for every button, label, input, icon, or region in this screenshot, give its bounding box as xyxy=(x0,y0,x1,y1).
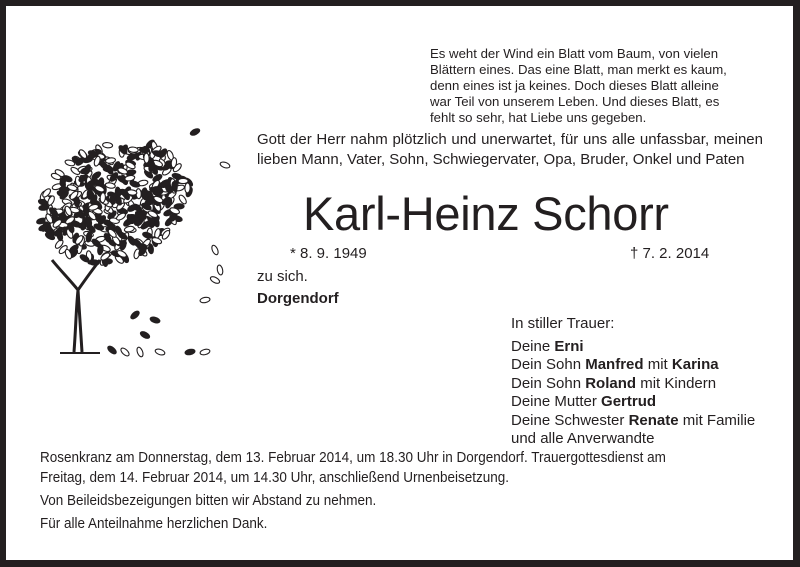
mourner-line xyxy=(511,356,755,375)
mourner-line xyxy=(511,338,755,357)
poem-line: fehlt so sehr, hat Liebe uns gegeben. xyxy=(430,110,647,125)
tree-trunk xyxy=(52,260,100,353)
mourners-list xyxy=(511,315,755,449)
mourner-name: Manfred xyxy=(585,356,644,373)
mourner-line xyxy=(511,375,755,394)
deceased-name: Karl-Heinz Schorr xyxy=(303,187,669,240)
mourner-name: Roland xyxy=(585,374,637,392)
mourner-relation: Deine xyxy=(511,337,555,355)
mourners-heading: In stiller Trauer: xyxy=(511,315,615,332)
place-name: Dorgendorf xyxy=(257,290,339,307)
poem xyxy=(430,46,770,126)
mourner-relation: Deine Mutter xyxy=(511,393,602,410)
poem-line: Blättern eines. Das eine Blatt, man merkt es kaum, xyxy=(430,62,727,77)
mourner-line xyxy=(511,412,755,431)
mourner-name: Erni xyxy=(554,337,584,355)
poem-line: denn eines ist ja keines. Doch dieses Blatt alleine xyxy=(430,78,719,93)
poem-line: Es weht der Wind ein Blatt vom Baum, von vielen xyxy=(430,46,719,61)
service-line: Rosenkranz am Donnerstag, dem 13. Februar 2014, um 18.30 Uhr in Dorgendorf. Trauergottesdienst am xyxy=(40,449,666,466)
mourner-relation: und alle Anverwandte xyxy=(511,430,655,447)
tree-leaves xyxy=(36,127,231,357)
condolence-note: Von Beileidsbezeigungen bitten wir Abstand zu nehmen. xyxy=(40,492,377,509)
mourner-name: Karina xyxy=(671,356,719,373)
service-info xyxy=(40,448,780,534)
mourner-name: Gertrud xyxy=(601,393,657,410)
death-date: † 7. 2. 2014 xyxy=(630,245,710,262)
mourner-line xyxy=(511,393,755,412)
mourner-relation: Dein Sohn xyxy=(511,356,586,373)
mourner-relation: mit xyxy=(643,356,672,373)
intro-text: Gott der Herr nahm plötzlich und unerwartet, für uns alle unfassbar, meinen lieben Mann, Vater, Sohn, Schwiegervater, Opa, Bruder, Onkel und Paten xyxy=(257,131,763,168)
poem-line: war Teil von unserem Leben. Und dieses Blatt, es xyxy=(430,94,720,109)
mourner-relation: mit Familie xyxy=(678,411,756,429)
closing-text: zu sich. xyxy=(257,268,308,285)
thanks-note: Für alle Anteilnahme herzlichen Dank. xyxy=(40,515,268,532)
birth-date: * 8. 9. 1949 xyxy=(290,245,367,262)
mourner-name: Renate xyxy=(628,411,679,429)
mourner-relation: mit Kindern xyxy=(636,374,717,392)
service-line: Freitag, dem 14. Februar 2014, um 14.30 Uhr, anschließend Urnenbeisetzung. xyxy=(40,469,510,486)
mourner-line xyxy=(511,430,755,449)
windblown-tree-illustration xyxy=(30,120,250,370)
mourner-relation: Dein Sohn xyxy=(511,374,586,392)
mourner-relation: Deine Schwester xyxy=(511,411,629,429)
